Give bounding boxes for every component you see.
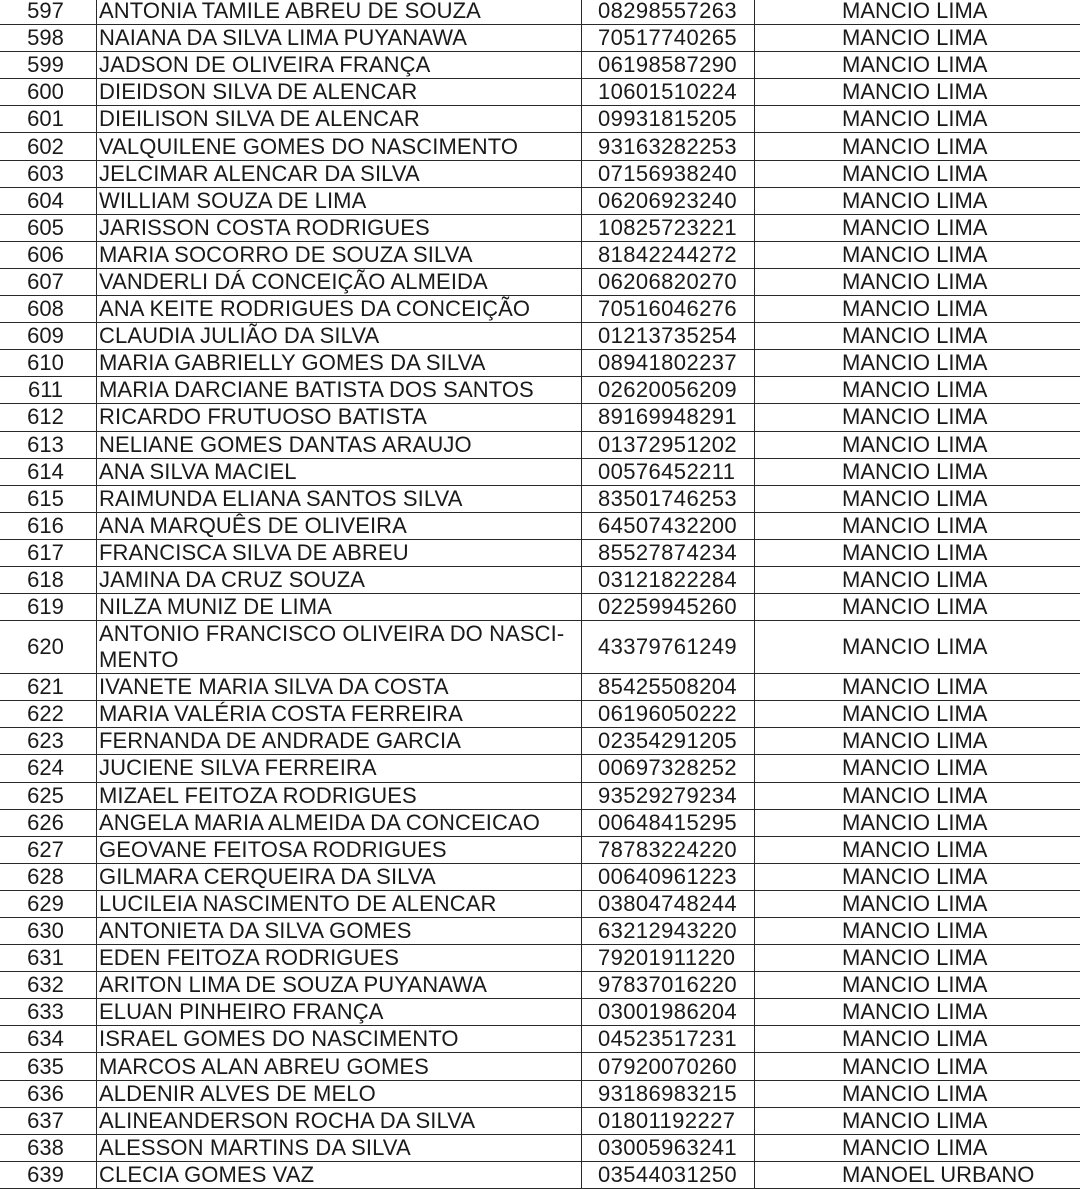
city-cell: MANCIO LIMA: [755, 377, 1080, 404]
name-cell: DIEIDSON SILVA DE ALENCAR: [97, 79, 582, 106]
table-row: [0, 404, 1080, 431]
row-number-cell: 634: [0, 1026, 97, 1053]
row-number-cell: 617: [0, 539, 97, 566]
city-cell: MANCIO LIMA: [755, 458, 1080, 485]
name-cell: ALDENIR ALVES DE MELO: [97, 1080, 582, 1107]
name-cell: GEOVANE FEITOSA RODRIGUES: [97, 836, 582, 863]
city-cell: MANOEL URBANO: [755, 1161, 1080, 1188]
row-number-cell: 604: [0, 187, 97, 214]
table-row: [0, 1053, 1080, 1080]
name-cell: JARISSON COSTA RODRIGUES: [97, 214, 582, 241]
cpf-cell: 85527874234: [582, 539, 755, 566]
cpf-cell: 93163282253: [582, 133, 755, 160]
city-cell: MANCIO LIMA: [755, 431, 1080, 458]
name-cell: ANTONIA TAMILE ABREU DE SOUZA: [97, 0, 582, 25]
cpf-cell: 00576452211: [582, 458, 755, 485]
cpf-cell: 02259945260: [582, 594, 755, 621]
row-number-cell: 619: [0, 594, 97, 621]
row-number-cell: 610: [0, 350, 97, 377]
city-cell: MANCIO LIMA: [755, 214, 1080, 241]
city-cell: MANCIO LIMA: [755, 485, 1080, 512]
table-row: [0, 1026, 1080, 1053]
name-cell: JELCIMAR ALENCAR DA SILVA: [97, 160, 582, 187]
row-number-cell: 638: [0, 1134, 97, 1161]
row-number-cell: 635: [0, 1053, 97, 1080]
cpf-cell: 00640961223: [582, 863, 755, 890]
city-cell: MANCIO LIMA: [755, 1026, 1080, 1053]
row-number-cell: 601: [0, 106, 97, 133]
cpf-cell: 06198587290: [582, 52, 755, 79]
row-number-cell: 632: [0, 972, 97, 999]
row-number-cell: 602: [0, 133, 97, 160]
city-cell: MANCIO LIMA: [755, 79, 1080, 106]
row-number-cell: 613: [0, 431, 97, 458]
table-row: [0, 566, 1080, 593]
city-cell: MANCIO LIMA: [755, 972, 1080, 999]
name-cell: ANGELA MARIA ALMEIDA DA CONCEICAO: [97, 809, 582, 836]
cpf-cell: 01801192227: [582, 1107, 755, 1134]
name-cell: ANA MARQUÊS DE OLIVEIRA: [97, 512, 582, 539]
cpf-cell: 83501746253: [582, 485, 755, 512]
city-cell: MANCIO LIMA: [755, 539, 1080, 566]
row-number-cell: 639: [0, 1161, 97, 1188]
row-number-cell: 605: [0, 214, 97, 241]
table-row: [0, 377, 1080, 404]
name-cell: ISRAEL GOMES DO NASCIMENTO: [97, 1026, 582, 1053]
city-cell: MANCIO LIMA: [755, 350, 1080, 377]
cpf-cell: 70517740265: [582, 25, 755, 52]
name-cell: NAIANA DA SILVA LIMA PUYANAWA: [97, 25, 582, 52]
row-number-cell: 597: [0, 0, 97, 25]
row-number-cell: 625: [0, 782, 97, 809]
cpf-cell: 02620056209: [582, 377, 755, 404]
cpf-cell: 03121822284: [582, 566, 755, 593]
row-number-cell: 628: [0, 863, 97, 890]
table-row: [0, 323, 1080, 350]
table-row: [0, 79, 1080, 106]
name-cell: ALESSON MARTINS DA SILVA: [97, 1134, 582, 1161]
city-cell: MANCIO LIMA: [755, 160, 1080, 187]
name-cell: JUCIENE SILVA FERREIRA: [97, 755, 582, 782]
row-number-cell: 612: [0, 404, 97, 431]
table-row: [0, 187, 1080, 214]
city-cell: MANCIO LIMA: [755, 52, 1080, 79]
cpf-cell: 97837016220: [582, 972, 755, 999]
table-row: [0, 701, 1080, 728]
name-cell: ANTONIETA DA SILVA GOMES: [97, 918, 582, 945]
cpf-cell: 02354291205: [582, 728, 755, 755]
city-cell: MANCIO LIMA: [755, 404, 1080, 431]
table-row: [0, 890, 1080, 917]
table-row: [0, 918, 1080, 945]
cpf-cell: 03804748244: [582, 890, 755, 917]
name-cell: ALINEANDERSON ROCHA DA SILVA: [97, 1107, 582, 1134]
city-cell: MANCIO LIMA: [755, 323, 1080, 350]
cpf-cell: 03544031250: [582, 1161, 755, 1188]
row-number-cell: 633: [0, 999, 97, 1026]
cpf-cell: 81842244272: [582, 241, 755, 268]
city-cell: MANCIO LIMA: [755, 1134, 1080, 1161]
name-cell: VALQUILENE GOMES DO NASCIMENTO: [97, 133, 582, 160]
cpf-cell: 03005963241: [582, 1134, 755, 1161]
city-cell: MANCIO LIMA: [755, 621, 1080, 674]
cpf-cell: 01372951202: [582, 431, 755, 458]
name-cell: JAMINA DA CRUZ SOUZA: [97, 566, 582, 593]
name-cell: CLAUDIA JULIÃO DA SILVA: [97, 323, 582, 350]
city-cell: MANCIO LIMA: [755, 999, 1080, 1026]
table-row: [0, 836, 1080, 863]
name-cell: GILMARA CERQUEIRA DA SILVA: [97, 863, 582, 890]
name-cell: EDEN FEITOZA RODRIGUES: [97, 945, 582, 972]
table-row: [0, 945, 1080, 972]
name-cell: LUCILEIA NASCIMENTO DE ALENCAR: [97, 890, 582, 917]
table-row: [0, 1134, 1080, 1161]
name-cell: NELIANE GOMES DANTAS ARAUJO: [97, 431, 582, 458]
cpf-cell: 07156938240: [582, 160, 755, 187]
name-cell: FERNANDA DE ANDRADE GARCIA: [97, 728, 582, 755]
table-row: [0, 539, 1080, 566]
table-row: [0, 458, 1080, 485]
cpf-cell: 09931815205: [582, 106, 755, 133]
city-cell: MANCIO LIMA: [755, 701, 1080, 728]
row-number-cell: 636: [0, 1080, 97, 1107]
cpf-cell: 93186983215: [582, 1080, 755, 1107]
city-cell: MANCIO LIMA: [755, 890, 1080, 917]
name-cell: MARIA VALÉRIA COSTA FERREIRA: [97, 701, 582, 728]
cpf-cell: 70516046276: [582, 296, 755, 323]
city-cell: MANCIO LIMA: [755, 782, 1080, 809]
name-cell: ANA KEITE RODRIGUES DA CONCEIÇÃO: [97, 296, 582, 323]
row-number-cell: 622: [0, 701, 97, 728]
cpf-cell: 10825723221: [582, 214, 755, 241]
name-cell: ELUAN PINHEIRO FRANÇA: [97, 999, 582, 1026]
city-cell: MANCIO LIMA: [755, 106, 1080, 133]
cpf-cell: 03001986204: [582, 999, 755, 1026]
row-number-cell: 626: [0, 809, 97, 836]
name-cell: ANTONIO FRANCISCO OLIVEIRA DO NASCI-MENTO: [97, 621, 582, 674]
table-row: [0, 1161, 1080, 1188]
row-number-cell: 599: [0, 52, 97, 79]
name-cell: MARIA DARCIANE BATISTA DOS SANTOS: [97, 377, 582, 404]
cpf-cell: 85425508204: [582, 674, 755, 701]
name-cell: DIEILISON SILVA DE ALENCAR: [97, 106, 582, 133]
name-cell: ANA SILVA MACIEL: [97, 458, 582, 485]
name-cell: MARIA GABRIELLY GOMES DA SILVA: [97, 350, 582, 377]
row-number-cell: 618: [0, 566, 97, 593]
city-cell: MANCIO LIMA: [755, 0, 1080, 25]
city-cell: MANCIO LIMA: [755, 1107, 1080, 1134]
row-number-cell: 607: [0, 268, 97, 295]
table-row: [0, 268, 1080, 295]
table-row: [0, 106, 1080, 133]
city-cell: MANCIO LIMA: [755, 566, 1080, 593]
cpf-cell: 08941802237: [582, 350, 755, 377]
table-row: [0, 621, 1080, 674]
row-number-cell: 615: [0, 485, 97, 512]
cpf-cell: 01213735254: [582, 323, 755, 350]
city-cell: MANCIO LIMA: [755, 241, 1080, 268]
city-cell: MANCIO LIMA: [755, 187, 1080, 214]
cpf-cell: 63212943220: [582, 918, 755, 945]
row-number-cell: 600: [0, 79, 97, 106]
name-cell: NILZA MUNIZ DE LIMA: [97, 594, 582, 621]
city-cell: MANCIO LIMA: [755, 268, 1080, 295]
city-cell: MANCIO LIMA: [755, 945, 1080, 972]
city-cell: MANCIO LIMA: [755, 836, 1080, 863]
table-row: [0, 241, 1080, 268]
city-cell: MANCIO LIMA: [755, 296, 1080, 323]
table-row: [0, 1080, 1080, 1107]
cpf-cell: 10601510224: [582, 79, 755, 106]
cpf-cell: 00648415295: [582, 809, 755, 836]
table-row: [0, 1107, 1080, 1134]
row-number-cell: 629: [0, 890, 97, 917]
table-row: [0, 999, 1080, 1026]
row-number-cell: 616: [0, 512, 97, 539]
table-row: [0, 296, 1080, 323]
cpf-cell: 08298557263: [582, 0, 755, 25]
name-cell: CLECIA GOMES VAZ: [97, 1161, 582, 1188]
city-cell: MANCIO LIMA: [755, 809, 1080, 836]
row-number-cell: 620: [0, 621, 97, 674]
row-number-cell: 623: [0, 728, 97, 755]
table-row: [0, 25, 1080, 52]
row-number-cell: 631: [0, 945, 97, 972]
table-row: [0, 350, 1080, 377]
cpf-cell: 79201911220: [582, 945, 755, 972]
row-number-cell: 611: [0, 377, 97, 404]
name-cell: IVANETE MARIA SILVA DA COSTA: [97, 674, 582, 701]
row-number-cell: 627: [0, 836, 97, 863]
city-cell: MANCIO LIMA: [755, 1053, 1080, 1080]
row-number-cell: 609: [0, 323, 97, 350]
table-row: [0, 52, 1080, 79]
city-cell: MANCIO LIMA: [755, 755, 1080, 782]
name-cell: MARCOS ALAN ABREU GOMES: [97, 1053, 582, 1080]
city-cell: MANCIO LIMA: [755, 133, 1080, 160]
table-row: [0, 755, 1080, 782]
name-cell: VANDERLI DÁ CONCEIÇÃO ALMEIDA: [97, 268, 582, 295]
cpf-cell: 78783224220: [582, 836, 755, 863]
name-cell: RICARDO FRUTUOSO BATISTA: [97, 404, 582, 431]
cpf-cell: 43379761249: [582, 621, 755, 674]
table-row: [0, 133, 1080, 160]
table-row: [0, 214, 1080, 241]
table-row: [0, 809, 1080, 836]
name-cell: MARIA SOCORRO DE SOUZA SILVA: [97, 241, 582, 268]
name-cell: JADSON DE OLIVEIRA FRANÇA: [97, 52, 582, 79]
city-cell: MANCIO LIMA: [755, 918, 1080, 945]
table-row: [0, 972, 1080, 999]
city-cell: MANCIO LIMA: [755, 728, 1080, 755]
cpf-cell: 07920070260: [582, 1053, 755, 1080]
row-number-cell: 606: [0, 241, 97, 268]
row-number-cell: 603: [0, 160, 97, 187]
name-cell: FRANCISCA SILVA DE ABREU: [97, 539, 582, 566]
row-number-cell: 598: [0, 25, 97, 52]
table-row: [0, 863, 1080, 890]
city-cell: MANCIO LIMA: [755, 863, 1080, 890]
name-cell: WILLIAM SOUZA DE LIMA: [97, 187, 582, 214]
cpf-cell: 93529279234: [582, 782, 755, 809]
city-cell: MANCIO LIMA: [755, 594, 1080, 621]
row-number-cell: 624: [0, 755, 97, 782]
table-row: [0, 0, 1080, 25]
name-cell: RAIMUNDA ELIANA SANTOS SILVA: [97, 485, 582, 512]
row-number-cell: 608: [0, 296, 97, 323]
table-row: [0, 674, 1080, 701]
cpf-cell: 06196050222: [582, 701, 755, 728]
cpf-cell: 64507432200: [582, 512, 755, 539]
table-row: [0, 728, 1080, 755]
name-cell: MIZAEL FEITOZA RODRIGUES: [97, 782, 582, 809]
row-number-cell: 621: [0, 674, 97, 701]
row-number-cell: 614: [0, 458, 97, 485]
table-row: [0, 782, 1080, 809]
city-cell: MANCIO LIMA: [755, 1080, 1080, 1107]
cpf-cell: 06206923240: [582, 187, 755, 214]
cpf-cell: 00697328252: [582, 755, 755, 782]
city-cell: MANCIO LIMA: [755, 25, 1080, 52]
table-row: [0, 512, 1080, 539]
city-cell: MANCIO LIMA: [755, 674, 1080, 701]
table-row: [0, 485, 1080, 512]
table-row: [0, 431, 1080, 458]
cpf-cell: 89169948291: [582, 404, 755, 431]
cpf-cell: 04523517231: [582, 1026, 755, 1053]
cpf-cell: 06206820270: [582, 268, 755, 295]
row-number-cell: 637: [0, 1107, 97, 1134]
name-cell: ARITON LIMA DE SOUZA PUYANAWA: [97, 972, 582, 999]
city-cell: MANCIO LIMA: [755, 512, 1080, 539]
table-row: [0, 594, 1080, 621]
table-row: [0, 160, 1080, 187]
row-number-cell: 630: [0, 918, 97, 945]
